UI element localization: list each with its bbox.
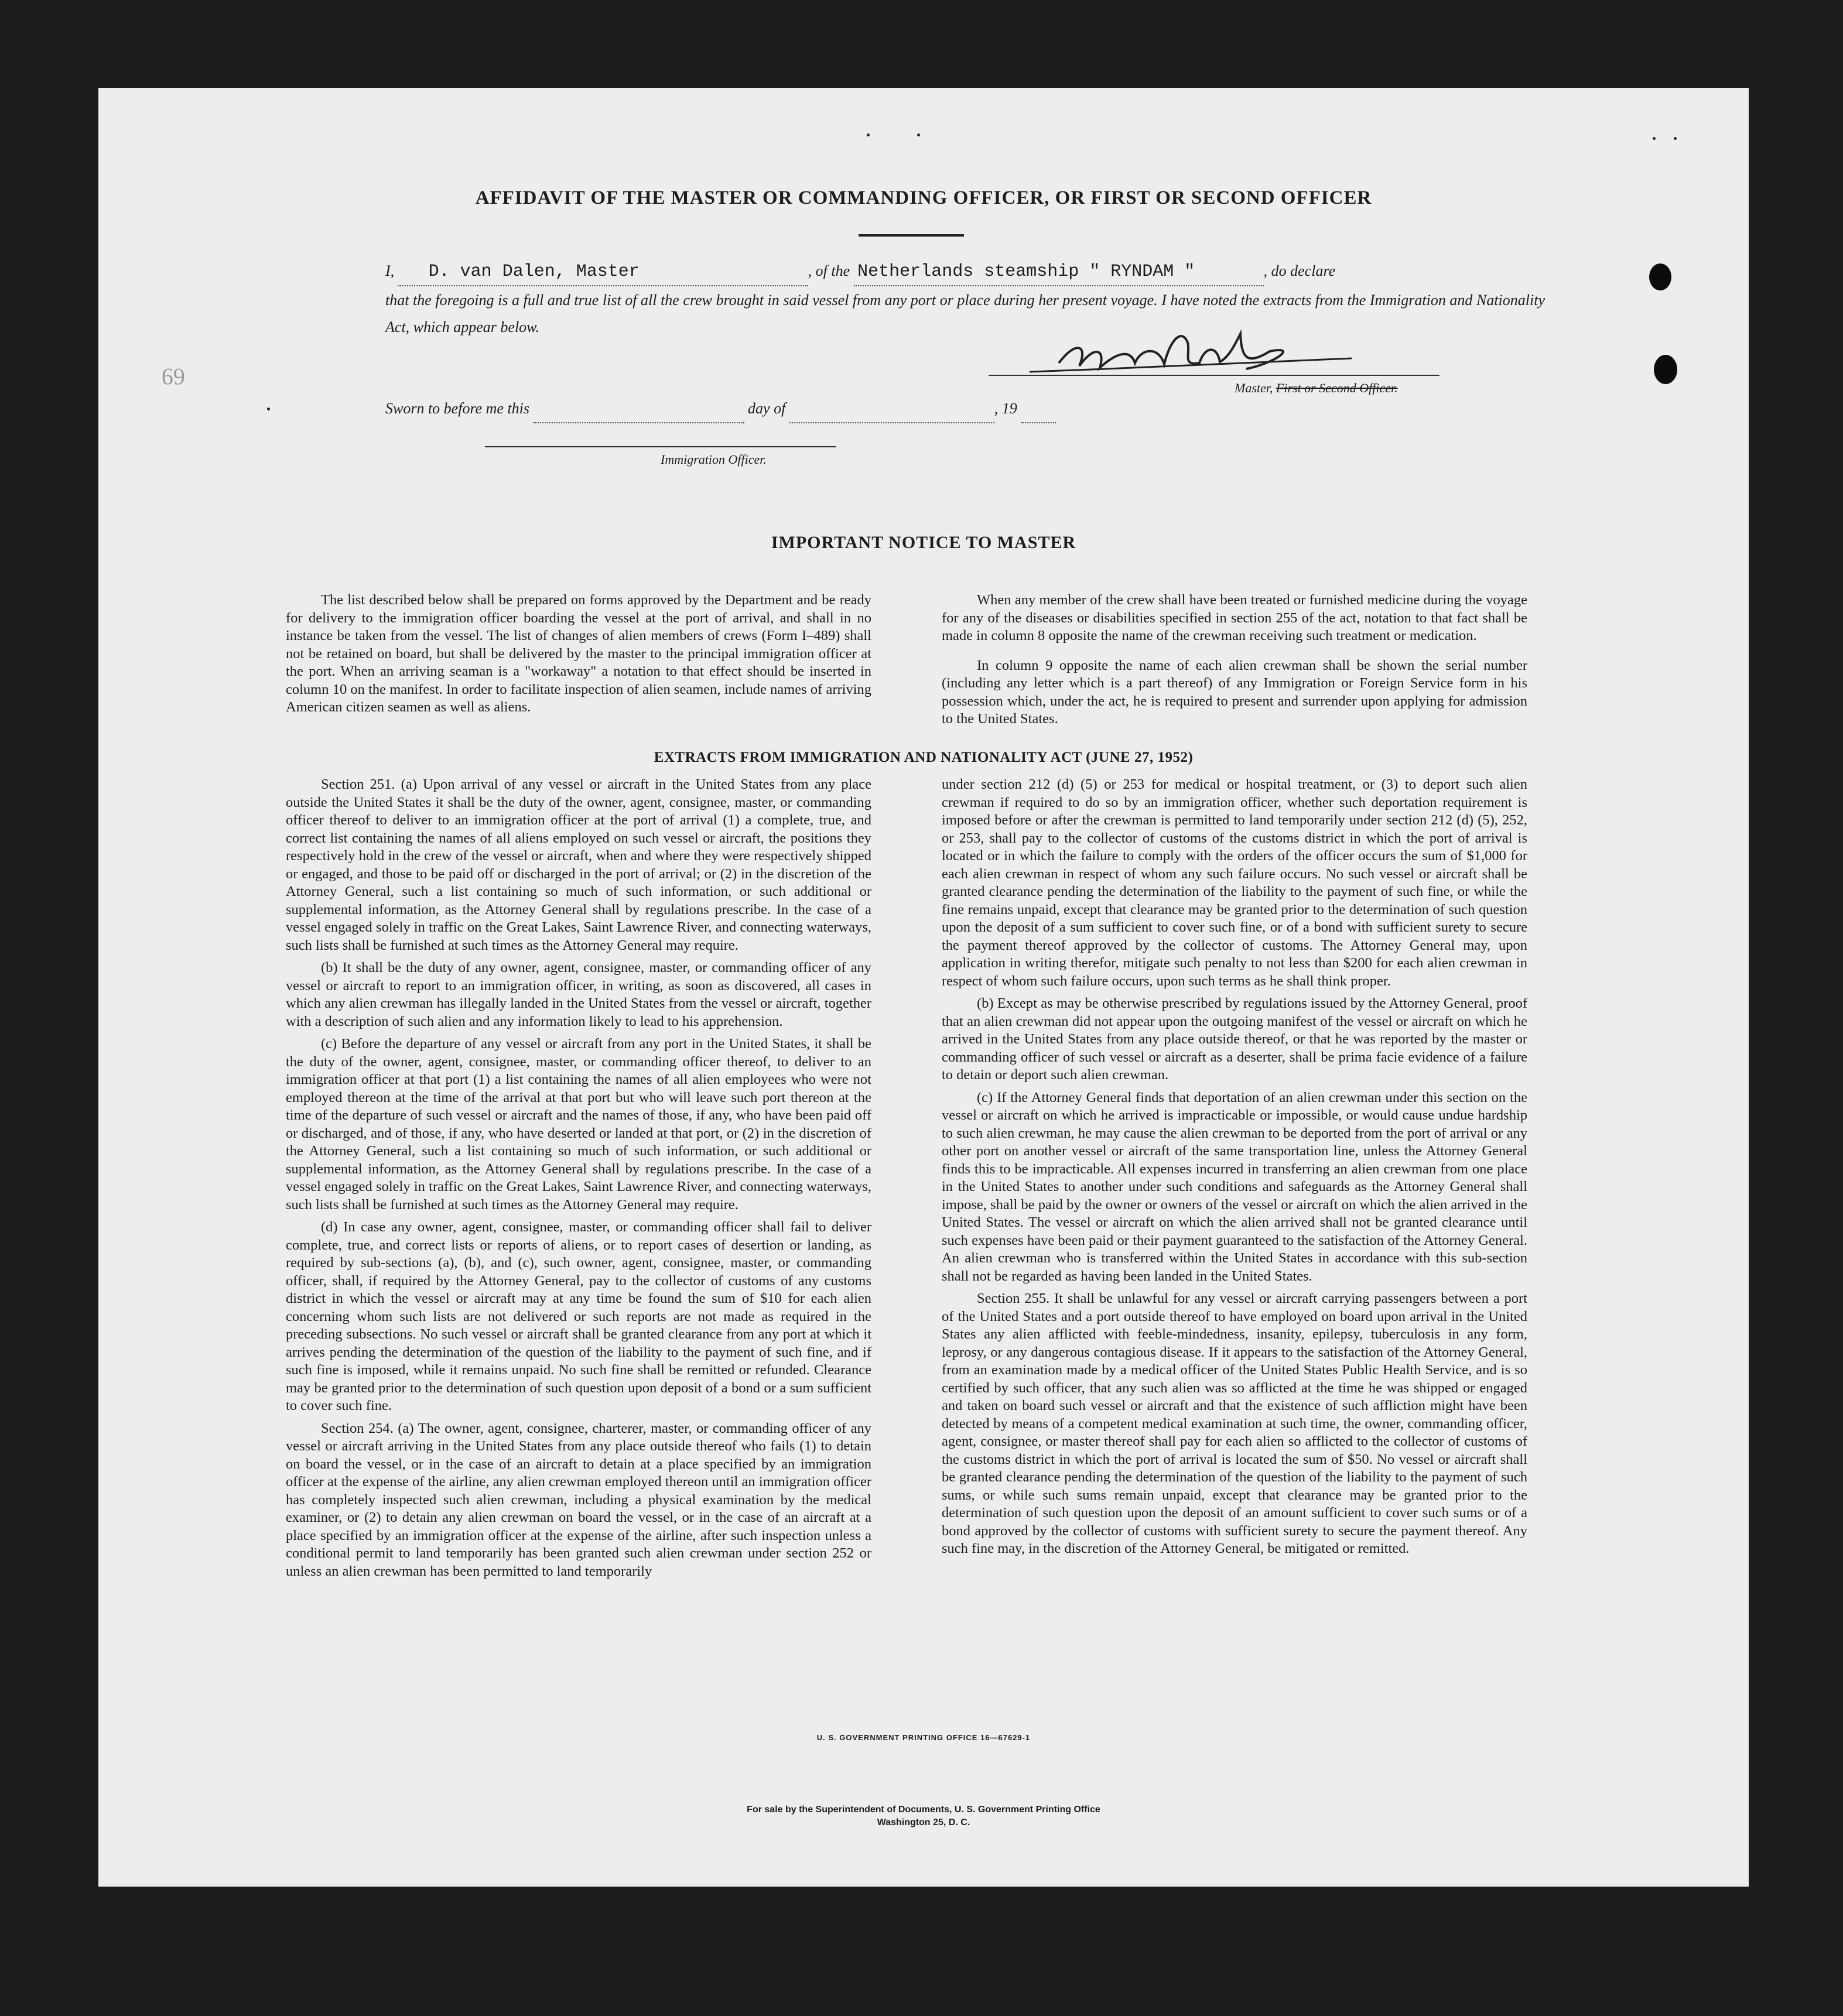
speck [1653, 137, 1656, 140]
of-the-label: , of the [808, 262, 850, 279]
document-page [98, 88, 1749, 1887]
extract-paragraph: (d) In case any owner, agent, consignee, master, or commanding officer shall fail to deliver complete, true, and correct lists or reports of aliens, or to report cases of desertion or landing, as required by sub-sections (a), (b), and (c), such owner, agent, consignee, master, or commanding officer, shall, if required by the Attorney General, pay to the collector of customs of any customs district in which the vessel or aircraft may at any time be found the sum of $10 for each alien concerning whom such lists are not delivered or such reports are not made as required in the preceding subsections. No such vessel or aircraft shall be granted clearance from any port at which it arrives pending the determination of the question of the liability to the payment of such fine, and if such fine is imposed, while it remains unpaid. No such fine shall be remitted or refunded. Clearance may be granted prior to the determination of such question upon deposit of a bond or a sum sufficient to cover such fine. [286, 1219, 871, 1413]
speck [1674, 137, 1677, 140]
margin-number: 69 [162, 364, 185, 390]
extract-paragraph: (b) It shall be the duty of any owner, agent, consignee, master, or commanding officer of any vessel or aircraft to report to an immigration officer, in writing, as soon as discovered, all cases in which any alien crewman has illegally landed in the United States from the vessel or aircraft, together with a description of such alien and any information likely to lead to his apprehension. [286, 960, 871, 1029]
ink-blot [1654, 355, 1677, 384]
affidavit-title: AFFIDAVIT OF THE MASTER OR COMMANDING OFFICER, OR FIRST OR SECOND OFFICER [475, 187, 1372, 208]
extracts-left-column [286, 776, 871, 1585]
master-name-field [398, 258, 808, 286]
extract-paragraph: Section 251. (a) Upon arrival of any vessel or aircraft in the United States from any place outside the United States it shall be the duty of the owner, agent, consignee, master, or commanding officer thereof to deliver to an immigration officer at the port of arrival (1) a complete, true, and correct list containing the names of all aliens employed on such vessel or aircraft, the positions they respectively hold in the crew of the vessel or aircraft, when and where they were respectively shipped or engaged, and those to be paid off or discharged in the port of arrival; or (2) in the discretion of the Attorney General, such a list containing so much of such information, or such additional or supplemental information, as the Attorney General shall by regulations prescribe. In the case of a vessel engaged solely in traffic on the Great Lakes, Saint Lawrence River, and connecting waterways, such lists shall be furnished at such times as the Attorney General may require. [286, 776, 871, 953]
extract-paragraph: Section 255. It shall be unlawful for any vessel or aircraft carrying passengers between a port of the United States and a port outside thereof to have employed on board upon arrival in the United States any alien afflicted with feeble-mindedness, insanity, epilepsy, tuberculosis in any form, leprosy, or any dangerous contagious disease. If it appears to the satisfaction of the Attorney General, from an examination made by a medical officer of the United States Public Health Service, and is so certified by such officer, that any such alien was so afflicted at the time he was shipped or engaged and taken on board such vessel or aircraft and that the existence of such affliction might have been detected by means of a competent medical examination at such time, the owner, commanding officer, agent, consignee, or master thereof shall pay for each alien so afflicted to the collector of customs of the customs district in which the port of arrival is located the sum of $50. No vessel or aircraft shall be granted clearance pending the determination of the question of the liability to the payment of such sums, or while such sums remain unpaid, except that clearance may be granted prior to the determination of such question upon the deposit of an amount sufficient to cover such sums or of a bond approved by the collector of customs with sufficient surety to secure the payment thereof. Any such fine may, in the discretion of the Attorney General, be mitigated or remitted. [942, 1291, 1527, 1556]
extract-paragraph: (b) Except as may be otherwise prescribed by regulations issued by the Attorney General, proof that an alien crewman did not appear upon the outgoing manifest of the vessel or aircraft on which he arrived in the United States from any place outside thereof, or that he was reported by the master or commanding officer of such vessel or aircraft as a deserter, shall be prima facie evidence of a failure to detain or deport such alien crewman. [942, 995, 1527, 1083]
title-rule [859, 234, 964, 237]
sale-line-2: Washington 25, D. C. [877, 1818, 970, 1827]
sworn-label: Sworn to before me this [385, 400, 530, 417]
notice-right-paragraph-1: When any member of the crew shall have been treated or furnished medicine during the voyage for any of the diseases or disabilities specified in section 255 of the act, notation to that fact shall be made in column 8 opposite the name of the crewman receiving such treatment or medication. [942, 592, 1527, 644]
speck [267, 408, 270, 410]
extract-paragraph: under section 212 (d) (5) or 253 for medical or hospital treatment, or (3) to deport such alien crewman if required to do so by an immigration officer, whether such deportation requirement is imposed before or after the crewman is permitted to land temporarily under section 212 (d) (5), 252, or 253, shall pay to the collector of customs of the customs district in which the port of arrival is located or in which the failure to comply with the orders of the officer occurs the sum of $1,000 for each alien crewman in respect of whom any such failure occurs. No such vessel or aircraft shall be granted clearance pending the determination of the liability to the payment of such fine, or while the fine remains unpaid, except that clearance may be granted prior to the determination of such question upon the deposit of a sum sufficient to cover such fine, or of a bond with sufficient surety to secure the payment thereof approved by the collector of customs. The Attorney General may, upon application in writing therefor, mitigate such penalty to not less than $200 for each alien crewman in respect of whom such failure occurs, upon such terms as he shall think proper. [942, 776, 1527, 989]
officer-signature-line [485, 446, 836, 447]
extract-paragraph: Section 254. (a) The owner, agent, consignee, charterer, master, or commanding officer of any vessel or aircraft arriving in the United States from any place outside thereof who fails (1) to detain on board the vessel, or in the case of an aircraft to detain at a place specified by an immigration officer at the expense of the airline, any alien crewman employed thereon until an immigration officer has completely inspected such alien crewman, including a physical examination by the medical examiner, or (2) to detain any alien crewman on board the vessel, or in the case of an aircraft at a place specified by an immigration officer at the expense of the airline, after such inspection unless a conditional permit to land temporarily has been granted such alien crewman under section 252 or unless an alien crewman has been permitted to land temporarily [286, 1420, 871, 1579]
vessel-field [854, 258, 1264, 286]
notice-title: IMPORTANT NOTICE TO MASTER [771, 533, 1076, 552]
year-field [1021, 395, 1056, 423]
master-signature-line [989, 375, 1439, 376]
officer-caption: Immigration Officer. [661, 452, 767, 467]
extract-paragraph: (c) Before the departure of any vessel or aircraft from any port in the United States, it shall be the duty of the owner, agent, consignee, master, or commanding officer thereof, to deliver to an immigration officer at that port (1) a list containing the names of all alien employees who were not employed thereon at the time of the arrival at that port but who will leave such port thereon at the time of the departure of such vessel or aircraft and the names of those, if any, who have been paid off or discharged, and of those, if any, who have deserted or landed at that port, or (2) in the discretion of the Attorney General, such a list containing so much of such information, or such additional or supplemental information, as the Attorney General shall by regulations prescribe. In the case of a vessel engaged solely in traffic on the Great Lakes, Saint Lawrence River, and connecting waterways, such lists shall be furnished at such times as the Attorney General may require. [286, 1036, 871, 1213]
declaration-line [385, 258, 1545, 286]
i-label: I, [385, 262, 395, 279]
vessel-name: Netherlands steamship " RYNDAM " [857, 262, 1195, 282]
sale-line-1: For sale by the Superintendent of Documents, U. S. Government Printing Office [747, 1805, 1100, 1815]
extract-paragraph: (c) If the Attorney General finds that deportation of an alien crewman under this section on the vessel or aircraft on which he arrived is impracticable or impossible, or would cause undue hardship to such alien crewman, he may cause the alien crewman to be deported from the port of arrival or any other port on another vessel or aircraft of the same transportation line, unless the Attorney General finds this to be impracticable. All expenses incurred in transferring an alien crewman from one place in the United States to another under such conditions and safeguards as the Attorney General shall impose, shall be paid by the owner or owners of the vessel or aircraft on which the alien arrived in the United States. The vessel or aircraft on which the alien arrived shall not be granted clearance until such expenses have been paid or their payment guaranteed to the satisfaction of the Attorney General. An alien crewman who is transferred within the United States in accordance with this sub-section shall not be regarded as having been landed in the United States. [942, 1089, 1527, 1284]
notice-left-column [286, 591, 871, 728]
extracts-right-column [942, 776, 1527, 1563]
speck [917, 134, 920, 136]
gpo-imprint: U. S. GOVERNMENT PRINTING OFFICE 16—67629-1 [816, 1733, 1031, 1742]
notice-left-paragraph: The list described below shall be prepared on forms approved by the Department and be ready for delivery to the immigration officer boarding the vessel at the port of arrival, and shall in no instance be taken from the vessel. The list of changes of alien members of crews (Form I–489) shall not be retained on board, but shall be delivered by the master to the principal immigration officer at the port. When an arriving seaman is a "workaway" a notation to that effect should be inserted in column 10 on the manifest. In order to facilitate inspection of alien seamen, include names of arriving American citizen seamen as well as aliens. [286, 592, 871, 715]
ink-blot [1649, 263, 1671, 290]
master-name: D. van Dalen, Master [428, 262, 640, 282]
notice-right-column [942, 591, 1527, 740]
speck [867, 134, 870, 136]
declaration-text: that the foregoing is a full and true list of all the crew brought in said vessel from any port or place during her present voyage. I have noted the extracts from the Immigration and Nationality Act, which appear below. [385, 292, 1545, 336]
sworn-day-field [534, 395, 744, 423]
year-label: , 19 [994, 400, 1017, 417]
month-field [789, 395, 994, 423]
sworn-line [385, 395, 1545, 423]
do-declare-label: , do declare [1263, 262, 1336, 279]
day-of-label: day of [748, 400, 786, 417]
notice-right-paragraph-2: In column 9 opposite the name of each alien crewman shall be shown the serial number (including any letter which is a part thereof) of any Immigration or Foreign Service form in his possession which, under the act, he is required to present and surrender upon applying for admission to the United States. [942, 657, 1527, 727]
signature-caption: Master, First or Second Officer. [1235, 381, 1398, 395]
extracts-title: EXTRACTS FROM IMMIGRATION AND NATIONALITY ACT (JUNE 27, 1952) [654, 749, 1194, 765]
